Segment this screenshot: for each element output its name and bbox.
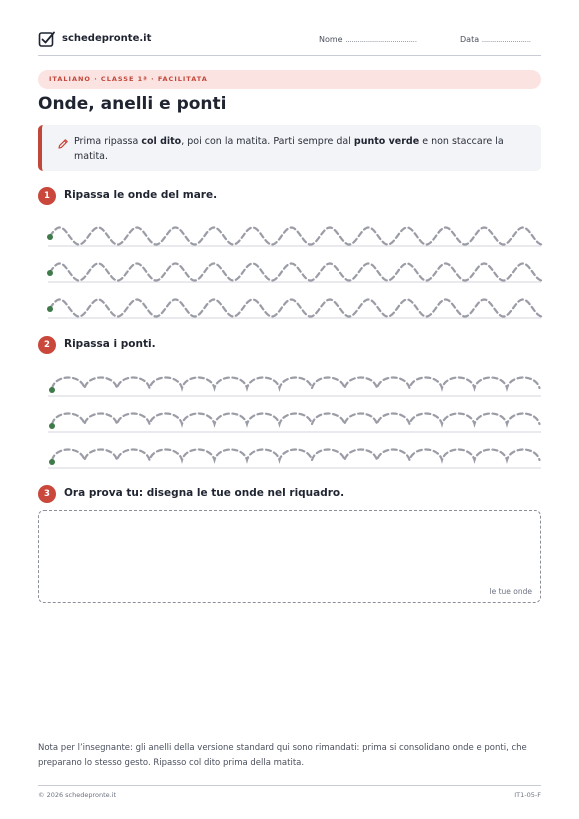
drawing-box-label: le tue onde	[489, 587, 532, 596]
page-title: Onde, anelli e ponti	[38, 94, 227, 114]
start-dot	[47, 306, 53, 312]
name-dots: ...................................	[345, 35, 417, 44]
teacher-note: Nota per l’insegnante: gli anelli della versione standard qui sono rimandati: prima si consolidano onde e ponti, che preparano lo stesso gesto. Ripasso col dito prima della matita.	[38, 743, 527, 768]
footer-code: IT1-05-F	[514, 791, 541, 799]
start-dot	[49, 423, 55, 429]
bridge-trace-area[interactable]	[38, 368, 543, 472]
drawing-box[interactable]	[38, 510, 541, 603]
name-label: Nome	[319, 35, 343, 44]
bridge-trace-line[interactable]	[52, 378, 540, 389]
bridge-trace-line[interactable]	[52, 450, 540, 461]
wave-trace-area[interactable]	[38, 218, 543, 324]
wave-trace-line[interactable]	[50, 300, 541, 317]
footer-copyright: © 2026 schedepronte.it	[38, 791, 117, 799]
start-dot	[47, 270, 53, 276]
date-label: Data	[460, 35, 480, 44]
step-number: 2	[38, 336, 56, 354]
step-number: 1	[38, 187, 56, 205]
page-footer	[38, 785, 541, 799]
wave-trace-line[interactable]	[50, 264, 541, 281]
instruction-box	[38, 125, 541, 171]
step-text: Ora prova tu: disegna le tue onde nel riquadro.	[64, 487, 345, 499]
start-dot	[49, 459, 55, 465]
brand-name: schedepronte.it	[62, 33, 152, 44]
checkbox-icon	[38, 30, 56, 48]
page-header	[38, 30, 541, 56]
pencil-icon	[57, 138, 69, 150]
step-number: 3	[38, 485, 56, 503]
start-dot	[47, 234, 53, 240]
step-text: Ripassa le onde del mare.	[64, 189, 218, 201]
bridge-trace-line[interactable]	[52, 414, 540, 425]
step-text: Ripassa i ponti.	[64, 338, 156, 350]
date-field[interactable]	[460, 35, 531, 44]
name-field[interactable]	[319, 35, 417, 44]
start-dot	[49, 387, 55, 393]
date-dots: ........................	[481, 35, 531, 44]
instruction-text: Prima ripassa col dito, poi con la matita. Parti sempre dal punto verde e non staccare la matita.	[74, 136, 504, 162]
wave-trace-line[interactable]	[50, 228, 541, 245]
subject-badge	[38, 70, 541, 89]
subject-badge-text: ITALIANO · CLASSE 1ª · FACILITATA	[49, 75, 208, 83]
